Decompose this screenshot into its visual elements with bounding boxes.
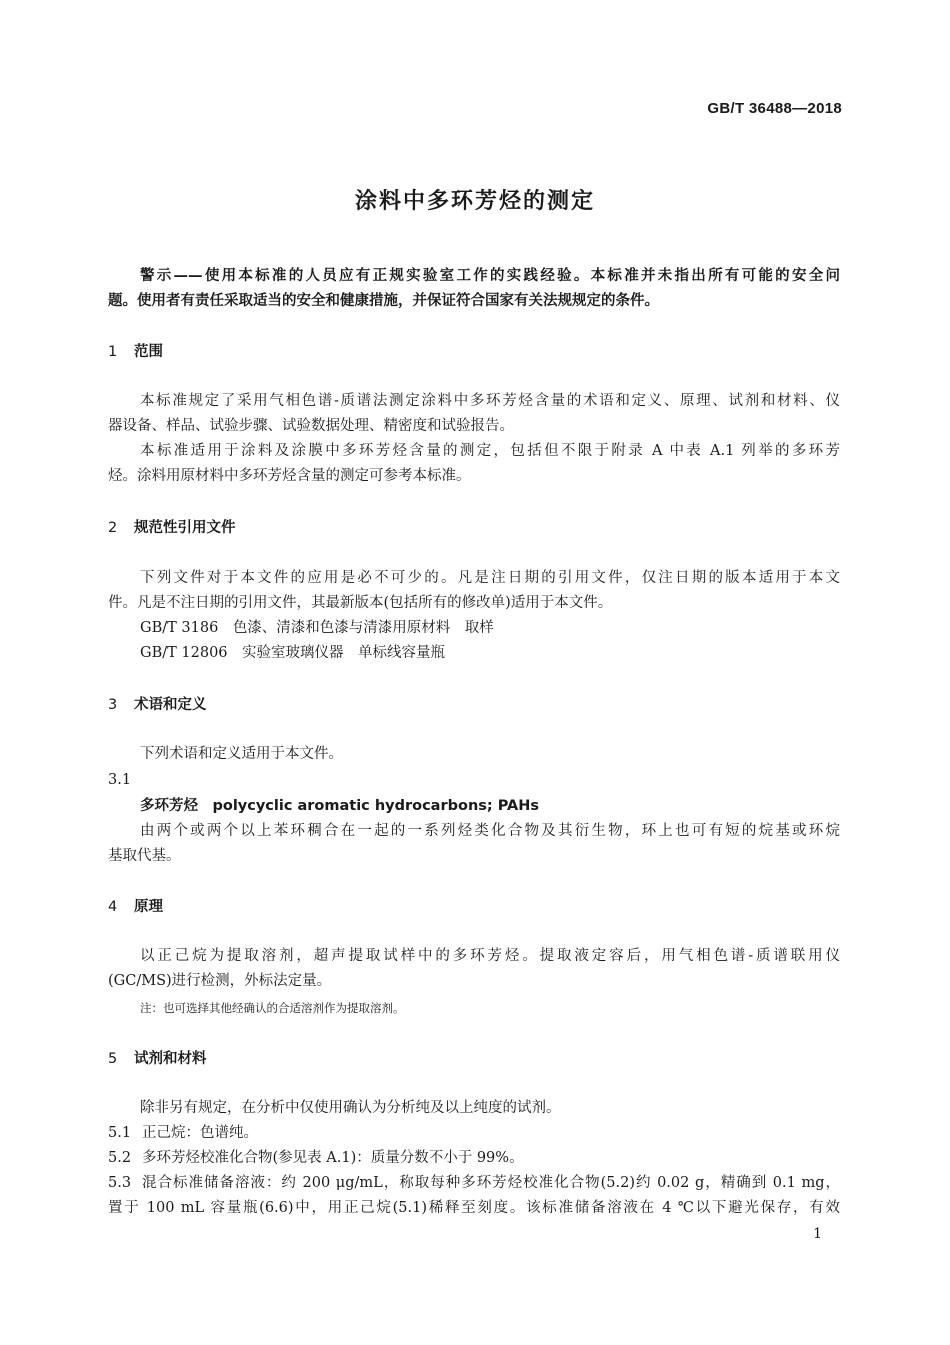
item-text-line-1: 混合标准储备溶液：约 200 μg/mL，称取每种多环芳烃校准化合物(5.2)约 0.02 g，精确到 0.1 mg， [142, 1175, 840, 1191]
principle-line-2: (GC/MS)进行检测，外标法定量。 [108, 973, 332, 989]
section-title: 规范性引用文件 [134, 520, 236, 536]
item-number: 5.3 [108, 1175, 132, 1191]
principle-line-1: 以正己烷为提取溶剂，超声提取试样中的多环芳烃。提取液定容后，用气相色谱-质谱联用仪 [140, 948, 840, 964]
principle-note: 注：也可选择其他经确认的合适溶剂作为提取溶剂。 [140, 1001, 405, 1015]
term-chinese: 多环芳烃 [140, 798, 198, 814]
section-5-heading [108, 1047, 207, 1068]
section-number: 1 [108, 344, 118, 360]
section-2-heading [108, 516, 236, 537]
item-text: 多环芳烃校准化合物(参见表 A.1)：质量分数不小于 99%。 [142, 1150, 524, 1166]
section-title: 术语和定义 [134, 697, 207, 713]
terms-intro: 下列术语和定义适用于本文件。 [140, 746, 343, 762]
section-number: 5 [108, 1051, 118, 1067]
reference-title: 实验室玻璃仪器 单标线容量瓶 [242, 645, 446, 661]
section-1-heading [108, 340, 163, 361]
scope-para-2-line-1: 本标准适用于涂料及涂膜中多环芳烃含量的测定，包括但不限于附录 A 中表 A.1 列举的多环芳 [140, 443, 840, 459]
scope-para-1-line-1: 本标准规定了采用气相色谱-质谱法测定涂料中多环芳烃含量的术语和定义、原理、试剂和材料、仪 [140, 393, 840, 409]
reagents-intro: 除非另有规定，在分析中仅使用确认为分析纯及以上纯度的试剂。 [140, 1100, 561, 1116]
reagent-item [108, 1171, 840, 1196]
reference-code: GB/T 3186 [140, 620, 219, 636]
section-title: 原理 [134, 899, 163, 915]
document-title: 涂料中多环芳烃的测定 [354, 189, 595, 214]
section-3-heading [108, 693, 207, 714]
section-title: 试剂和材料 [134, 1051, 207, 1067]
reference-item [140, 616, 494, 641]
section-4-heading [108, 895, 163, 916]
item-number: 5.1 [108, 1125, 132, 1141]
section-title: 范围 [134, 344, 163, 360]
scope-para-1-line-2: 器设备、样品、试验步骤、试验数据处理、精密度和试验报告。 [108, 418, 514, 434]
term-entry [140, 794, 539, 819]
section-number: 3 [108, 697, 118, 713]
subclause-number: 3.1 [108, 772, 132, 788]
reagent-item-continuation: 置于 100 mL 容量瓶(6.6)中，用正己烷(5.1)稀释至刻度。该标准储备溶液在 4 ℃以下避光保存，有效 [108, 1200, 840, 1216]
term-definition-line-2: 基取代基。 [108, 848, 181, 864]
reference-code: GB/T 12806 [140, 645, 228, 661]
reagent-item [108, 1146, 524, 1171]
warning-line-2: 题。使用者有责任采取适当的安全和健康措施，并保证符合国家有关法规规定的条件。 [108, 293, 659, 309]
warning-line-1: 警示——使用本标准的人员应有正规实验室工作的实践经验。本标准并未指出所有可能的安全问 [140, 268, 840, 284]
reference-title: 色漆、清漆和色漆与清漆用原材料 取样 [232, 620, 494, 636]
scope-para-2-line-2: 烃。涂料用原材料中多环芳烃含量的测定可参考本标准。 [108, 468, 471, 484]
item-text: 正己烷：色谱纯。 [142, 1125, 258, 1141]
refs-para-line-1: 下列文件对于本文件的应用是必不可少的。凡是注日期的引用文件，仅注日期的版本适用于本文 [140, 570, 840, 586]
term-definition-line-1: 由两个或两个以上苯环稠合在一起的一系列烃类化合物及其衍生物，环上也可有短的烷基或环烷 [140, 823, 840, 839]
section-number: 2 [108, 520, 118, 536]
section-number: 4 [108, 899, 118, 915]
item-number: 5.2 [108, 1150, 132, 1166]
refs-para-line-2: 件。凡是不注日期的引用文件，其最新版本(包括所有的修改单)适用于本文件。 [108, 595, 613, 611]
reference-item [140, 641, 445, 666]
term-english: polycyclic aromatic hydrocarbons; PAHs [212, 798, 540, 814]
standard-code: GB/T 36488—2018 [707, 100, 842, 117]
page-number: 1 [813, 1226, 822, 1242]
reagent-item [108, 1121, 258, 1146]
